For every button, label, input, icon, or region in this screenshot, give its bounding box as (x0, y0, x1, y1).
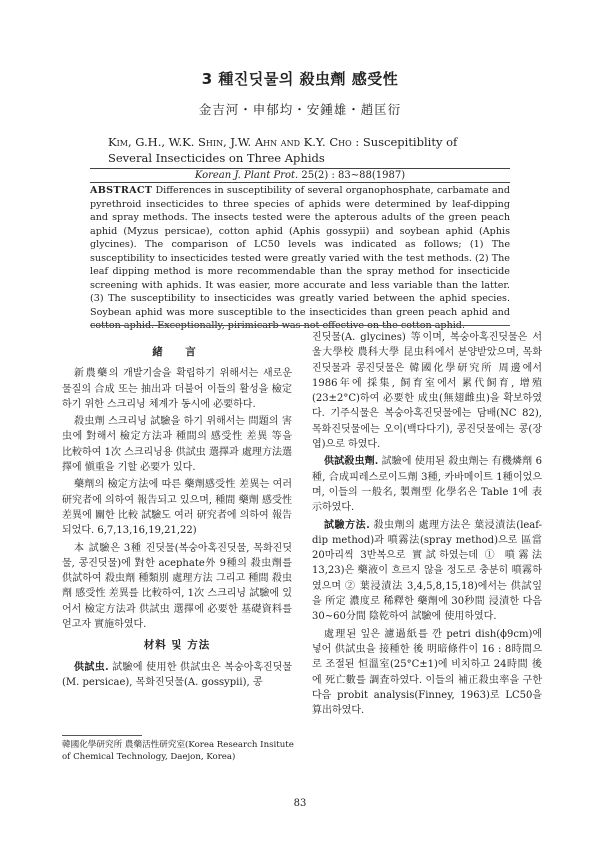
page-number: 83 (293, 798, 307, 809)
right-p2-label: 供試殺虫劑. (324, 456, 379, 468)
right-p2-text: 試驗에 使用된 殺虫劑는 有機燐劑 6種, 合成피레스로이드劑 3種, 카바메이트 1種이었으며, 이들의 一般名, 製劑型 化學名은 Table 1에 表示하였다. (312, 456, 542, 514)
methods-paragraph-1 (62, 660, 292, 691)
abstract-text: Differences in susceptibility of several organophosphate, carbamate and pyrethroid insecticides to three species of aphids were determined by leaf-dipping and spray methods. The insects tested were the apterous adults of the green peach aphid (Myzus persicae), cotton aphid (Aphis gossypii) and soybean aphid (Aphis glycines). The comparison of LC50 levels was indicated as follows; (1) The susceptibility to insecticides tested were greatly varied with the test methods. (2) The leaf dipping method is more recommendable than the spray method for insecticide screening with aphids. It was easier, more accurate and less variable than the latter. (3) The susceptibility to insecticides was greatly varied between the aphid species. Soybean aphid was more susceptible to the insecticides than green peach aphid and cotton aphid. Exceptionally, pirimicarb was not effective on the cotton aphid. (90, 185, 510, 331)
right-paragraph-3 (312, 518, 542, 625)
intro-paragraph-3: 藥劑의 檢定方法에 따른 藥劑感受性 差異는 여러 研究者에 의하여 報告되고 있으며, 種間 藥劑 感受性 差異에 關한 比較 試驗도 여러 研究者에 의하여 報告되었다. 6,7,13,16,19,21,22) (62, 479, 292, 537)
right-p3-text: 殺虫劑의 處理方法은 葉浸漬法(leaf-dip method)과 噴霧法(spray method)으로 區當 20마리씩 3반복으로 實試하였는데 ① 噴霧法 13,23)은 藥液이 흐르지 않을 정도로 충분히 噴霧하였으며 ② 葉浸漬法 3,4,5,8,15,18)에서는 供試잎을 所定 濃度로 稀釋한 藥劑에 30秒間 浸漬한 다음 30∼60分間 陰乾하여 試驗에 使用하였다. (312, 519, 542, 623)
right-paragraph-2 (312, 454, 542, 515)
intro-paragraph-4: 本 試驗은 3種 진딧물(복숭아혹진딧물, 목화진딧물, 콩진딧물)에 對한 acephate外 9種의 殺虫劑를 供試하여 殺虫劑 種類別 處理方法 그리고 種間 殺虫劑 感受性 差異를 比較하여, 1次 스크리닝 試驗에 있어서 檢定方法과 供試虫 選擇에 必要한 基礎資料를 얻고자 實施하였다. (62, 542, 292, 631)
authors-english-title: : Suscepitiblity of Several Insecticides on Three Aphids (108, 135, 458, 165)
paper-title: 3 種진딧물의 殺虫劑 感受性 (201, 70, 399, 88)
abstract-label: ABSTRACT (90, 185, 153, 196)
methods-p1-label: 供試虫. (74, 661, 109, 673)
intro-paragraph-2: 殺虫劑 스크리닝 試驗을 하기 위해서는 問題의 害虫에 對해서 檢定方法과 種間의 感受性 差異 等을 比較하여 1次 스크리닝용 供試虫 選擇과 處理方法選擇에 愼重을 기할 必要가 있다. (62, 416, 292, 474)
footnote-rule (62, 735, 142, 736)
right-paragraph-1: 진딧물(A. glycines) 等이며, 복숭아혹진딧물은 서울大學校 農科大學 昆虫科에서 분양받았으며, 목화진딧물과 콩진딧물은 韓國化學研究所 周邊에서 1986年에 採集, 飼育室에서 累代飼育, 增殖(23±2°C)하여 必要한 成虫(無翅雌虫)을 확보하였다. 기주식물은 복숭아혹진딧물에는 담배(NC 82), 목화진딧물에는 오이(백다다기), 콩진딧물에는 콩(장엽)으로 하였다. (312, 332, 542, 451)
abstract (90, 184, 510, 333)
right-p3-label: 試驗方法. (324, 519, 370, 531)
intro-paragraph-1: 新農藥의 개발기술을 확립하기 위해서는 새로운 물질의 合成 또는 抽出과 더불어 이들의 활성을 檢定하기 위한 스크리닝 체계가 동시에 必要하다. (62, 368, 292, 410)
abstract-divider (90, 325, 510, 326)
methods-p1-text: 試驗에 使用한 供試虫은 복숭아혹진딧물(M. persicae), 목화진딧물(A. gossypii), 콩 (62, 661, 292, 688)
authors-english-names: Kim, G.H., W.K. Shin, J.W. Ahn and K.Y. Cho (108, 135, 352, 149)
journal-name: Korean J. Plant Prot. (194, 170, 299, 181)
right-column (312, 330, 542, 718)
journal-volume: 25(2) : 83∼88(1987) (301, 170, 406, 181)
methods-heading: 材料 및 方法 (143, 639, 211, 652)
intro-heading: 緒 言 (152, 346, 202, 358)
left-column (62, 345, 292, 690)
authors-korean: 金吉河・申郁均・安鍾雄・趙匡衍 (198, 102, 402, 117)
affiliation-footnote: 韓國化學研究所 農藥活性研究室(Korea Research Insitute of Chemical Technology, Daejon, Korea) (62, 740, 294, 762)
right-paragraph-4: 處理된 잎은 濾過紙를 깐 petri dish(ϕ9cm)에 넣어 供試虫을 接種한 後 明暗條件이 16 : 8時間으로 조절된 恒溫室(25°C±1)에 비치하고 24時間 後에 死亡數를 調査하였다. 이들의 補正殺虫率을 구한 다음 probit analysis(Finney, 1963)로 LC50을 算出하였다. (312, 628, 542, 717)
authors-english (108, 134, 500, 166)
journal-citation (90, 168, 510, 183)
